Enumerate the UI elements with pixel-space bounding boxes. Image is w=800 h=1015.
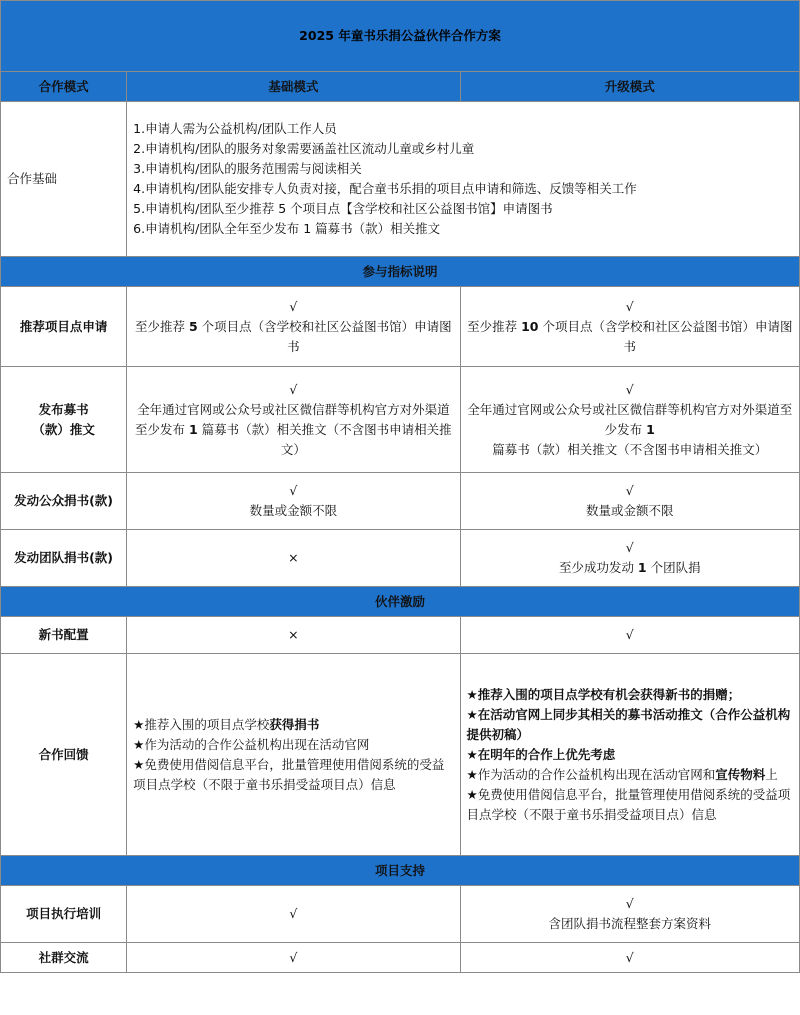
rewards-upgrade-item [467,765,793,785]
publish-basic-text-end: 篇募书（款）相关推文（不含图书申请相关推文） [197,421,452,457]
section-support-row [1,856,800,886]
check-mark: √ [289,906,298,921]
community-row [1,943,800,973]
publish-label-line2: （款）推文 [32,421,95,437]
community-label: 社群交流 [1,943,127,973]
training-label: 项目执行培训 [1,886,127,943]
rewards-row [1,654,800,856]
check-mark: √ [625,298,634,314]
recommend-upgrade-number: 10 [521,318,539,334]
basis-item: 1.申请人需为公益机构/团队工作人员 [133,121,337,136]
rewards-basic-item [133,715,453,735]
rewards-basic-item-text: ★推荐入围的项目点学校 [133,716,270,732]
recommend-upgrade-text: 至少推荐 [467,318,522,334]
publish-upgrade-cell [460,367,799,473]
basis-item: 5.申请机构/团队至少推荐 5 个项目点【含学校和社区公益图书馆】申请图书 [133,201,553,216]
recommend-basic-text-end: 个项目点（含学校和社区公益图书馆）申请图书 [197,318,452,354]
rewards-upgrade-item: ★在明年的合作上优先考虑 [466,746,616,762]
header-mode: 合作模式 [1,72,127,102]
publish-basic-cell [127,367,460,473]
new-books-row [1,617,800,654]
cross-mark: × [288,627,299,642]
page-title: 2025 年童书乐捐公益伙伴合作方案 [1,1,800,72]
publish-row [1,367,800,473]
training-basic-cell [127,886,460,943]
rewards-upgrade-item-bold: 宣传物料 [715,766,766,782]
rewards-basic-item-bold: 获得捐书 [269,716,320,732]
basis-label: 合作基础 [1,102,127,257]
team-donate-upgrade-text-end: 个团队捐 [646,560,701,575]
publish-label-line1: 发布募书 [38,401,89,417]
check-mark: √ [625,483,634,498]
recommend-basic-number: 5 [188,318,198,334]
public-donate-basic-cell [127,473,460,530]
recommend-upgrade-cell [460,287,799,367]
team-donate-upgrade-text: 至少成功发动 [558,560,638,575]
rewards-upgrade-item: ★在活动官网上同步其相关的募书活动推文（合作公益机构提供初稿） [466,706,791,742]
rewards-label: 合作回馈 [1,654,127,856]
rewards-upgrade-item: ★免费使用借阅信息平台，批量管理使用借阅系统的受益项目点学校（不限于童书乐捐受益项目点）信息 [466,786,791,822]
basis-item: 4.申请机构/团队能安排专人负责对接，配合童书乐捐的项目点申请和筛选、反馈等相关工作 [133,181,637,196]
team-donate-row [1,530,800,587]
check-mark: √ [289,381,298,397]
check-mark: √ [625,949,634,965]
public-donate-row [1,473,800,530]
community-basic-cell [127,943,460,973]
publish-upgrade-text-end: 篇募书（款）相关推文（不含图书申请相关推文） [492,441,768,457]
header-upgrade: 升级模式 [460,72,799,102]
publish-upgrade-number: 1 [646,421,655,437]
new-books-upgrade-cell [460,617,799,654]
team-donate-upgrade-cell [460,530,799,587]
check-mark: √ [625,627,634,642]
publish-basic-number: 1 [188,421,198,437]
recommend-basic-cell [127,287,460,367]
new-books-basic-cell [127,617,460,654]
publish-label [1,367,127,473]
public-donate-upgrade-cell [460,473,799,530]
check-mark: √ [289,949,298,965]
publish-basic-text: 全年通过官网或公众号或社区微信群等机构官方对外渠道至少发布 [135,401,450,437]
basis-row [1,102,800,257]
training-row [1,886,800,943]
header-basic: 基础模式 [127,72,460,102]
training-upgrade-cell [460,886,799,943]
team-donate-label: 发动团队捐书(款) [1,530,127,587]
team-donate-basic-cell [127,530,460,587]
rewards-upgrade-cell [460,654,799,856]
community-upgrade-cell [460,943,799,973]
section-indicators-row [1,257,800,287]
section-support: 项目支持 [1,856,800,886]
team-donate-upgrade-number: 1 [637,560,647,575]
public-donate-basic-text: 数量或金额不限 [249,503,338,518]
section-incentives-row [1,587,800,617]
rewards-upgrade-item-text-end: 上 [765,766,778,782]
recommend-upgrade-text-end: 个项目点（含学校和社区公益图书馆）申请图书 [538,318,793,354]
basis-item: 2.申请机构/团队的服务对象需要涵盖社区流动儿童或乡村儿童 [133,141,475,156]
recommend-label: 推荐项目点申请 [1,287,127,367]
recommend-basic-text: 至少推荐 [135,318,189,334]
check-mark: √ [625,381,634,397]
check-mark: √ [625,896,634,911]
basis-item: 6.申请机构/团队全年至少发布 1 篇募书（款）相关推文 [133,221,441,236]
check-mark: √ [289,483,298,498]
new-books-label: 新书配置 [1,617,127,654]
rewards-basic-cell [127,654,460,856]
basis-list [127,102,800,257]
rewards-basic-item: ★作为活动的合作公益机构出现在活动官网 [133,736,370,752]
recommend-row [1,287,800,367]
title-row [1,1,800,72]
section-incentives: 伙伴激励 [1,587,800,617]
section-indicators: 参与指标说明 [1,257,800,287]
public-donate-label: 发动公众捐书(款) [1,473,127,530]
header-row [1,72,800,102]
cross-mark: × [288,550,299,565]
basis-item: 3.申请机构/团队的服务范围需与阅读相关 [133,161,362,176]
check-mark: √ [289,298,298,314]
training-upgrade-text: 含团队捐书流程整套方案资料 [548,916,712,931]
rewards-basic-item: ★免费使用借阅信息平台，批量管理使用借阅系统的受益项目点学校（不限于童书乐捐受益项目点）信息 [133,756,445,792]
publish-upgrade-text: 全年通过官网或公众号或社区微信群等机构官方对外渠道至少发布 [467,401,793,437]
check-mark: √ [625,540,634,555]
rewards-upgrade-item: ★推荐入围的项目点学校有机会获得新书的捐赠； [466,686,741,702]
rewards-upgrade-item-text: ★作为活动的合作公益机构出现在活动官网和 [466,766,716,782]
public-donate-upgrade-text: 数量或金额不限 [586,503,674,518]
